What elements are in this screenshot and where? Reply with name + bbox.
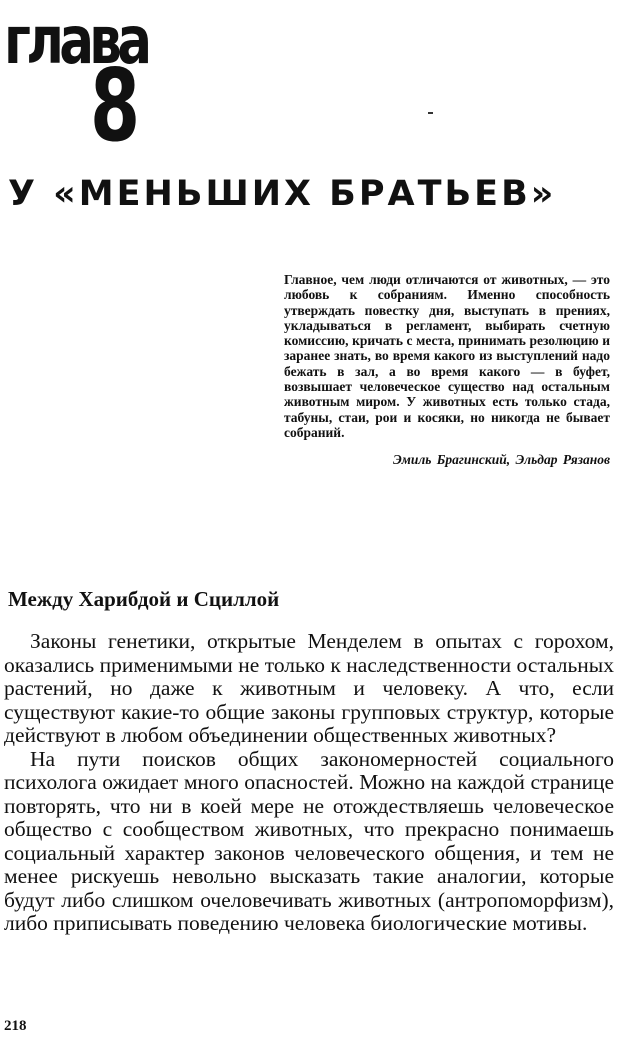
epigraph-text: Главное, чем люди отличаются от животных, — это любовь к собраниям. Именно способность утверждать повестку дня, выступать в прениях, укладываться в регламент, выбирать счетную комиссию, кричать с места, принимать резолюцию и заранее знать, во время какого из выступлений надо бежать в зал, а во время какого — в буфет, возвышает человеческое существо над остальным животным миром. У животных есть только стада, табуны, стаи, рои и косяки, но никогда не бывает собраний. xyxy=(284,272,610,440)
body-text xyxy=(4,630,614,936)
epigraph-author: Эмиль Брагинский, Эльдар Рязанов xyxy=(392,452,610,468)
chapter-logo xyxy=(4,2,204,164)
chapter-title: У «МЕНЬШИХ БРАТЬЕВ» xyxy=(8,174,557,214)
paragraph: На пути поисков общих закономерностей социального психолога ожидает много опасностей. Можно на каждой странице повторять, что ни в коей мере не отождествляешь человеческое общество с сообществом животных, что прекрасно понимаешь социальный характер законов человеческого общения, и тем не менее рискуешь невольно высказать такие аналогии, которые будут либо слишком очеловечивать животных (антропоморфизм), либо приписывать поведению человека биологические мотивы. xyxy=(4,746,614,935)
page-number: 218 xyxy=(4,1018,27,1034)
paragraph: Законы генетики, открытые Менделем в опытах с горохом, оказались применимыми не только к наследственности остальных растений, но даже к животным и человеку. А что, если существуют какие-то общие законы групповых структур, которые действуют в любом объединении общественных животных? xyxy=(4,629,614,747)
chapter-word: глава xyxy=(4,2,148,79)
epigraph xyxy=(284,272,610,468)
chapter-number: 8 xyxy=(90,47,141,164)
print-speck xyxy=(428,112,433,114)
section-heading: Между Харибдой и Сциллой xyxy=(8,587,280,611)
